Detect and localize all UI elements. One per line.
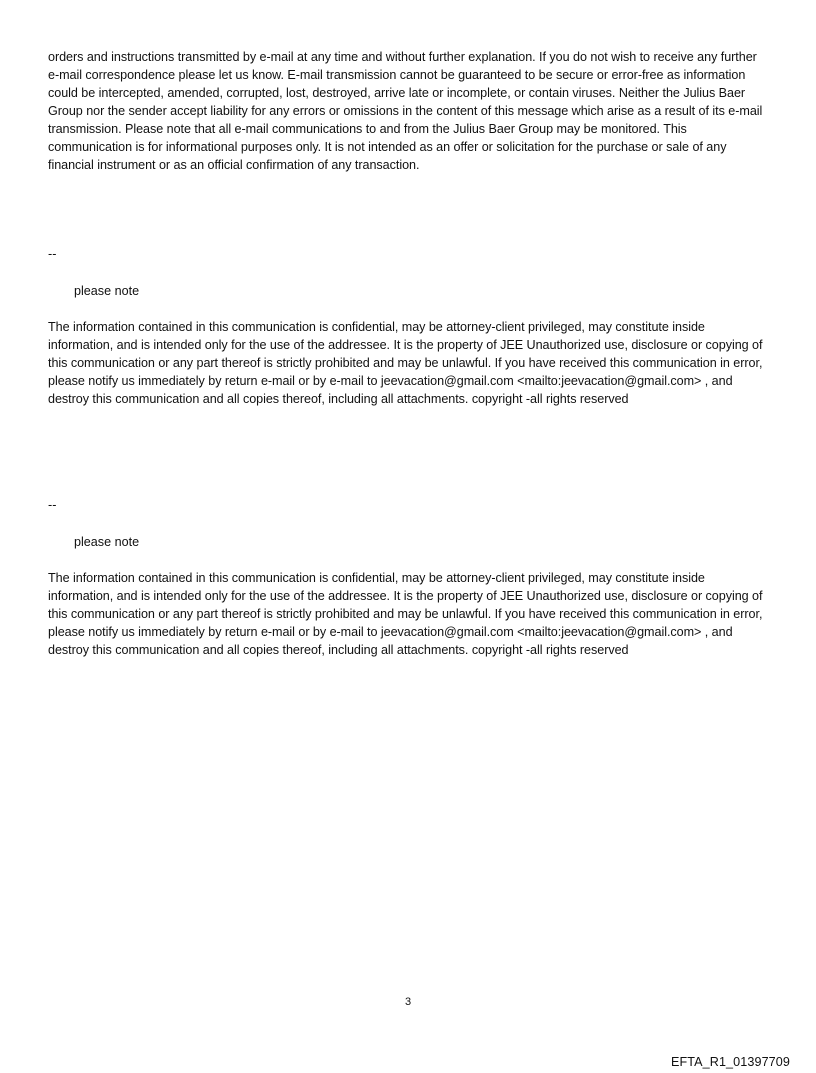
bates-number: EFTA_R1_01397709 — [671, 1055, 790, 1069]
confidentiality-paragraph: The information contained in this communication is confidential, may be attorney-client privileged, may constitute inside information, and is intended only for the use of the addressee. It is the property of JEE Unauthorized use, disclosure or copying of this communication or any part thereof is strictly prohibited and may be unlawful. If you have received this communication in error, please notify us immediately by return e-mail or by e-mail to jeevacation@gmail.com <mailto:jeevacation@gmail.com> , and destroy this communication and all copies thereof, including all attachments. copyright -all rights reserved — [48, 320, 763, 406]
note-heading: please note — [74, 535, 140, 549]
note-heading: please note — [74, 284, 140, 298]
disclaimer-paragraph: orders and instructions transmitted by e-mail at any time and without further explanation. If you do not wish to receive any further e-mail correspondence please let us know. E-mail transmission cannot be guaranteed to be secure or error-free as information could be intercepted, amended, corrupted, lost, destroyed, arrive late or incomplete, or contain viruses. Neither the Julius Baer Group nor the sender accept liability for any errors or omissions in the content of this message which arise as a result of its e-mail transmission. Please note that all e-mail communications to and from the Julius Baer Group may be monitored. This communication is for informational purposes only. It is not intended as an offer or solicitation for the purchase or sale of any financial instrument or as an official confirmation of any transaction. — [48, 50, 763, 172]
page-number: 3 — [404, 996, 412, 1008]
separator: -- — [48, 247, 57, 261]
confidentiality-paragraph: The information contained in this communication is confidential, may be attorney-client privileged, may constitute inside information, and is intended only for the use of the addressee. It is the property of JEE Unauthorized use, disclosure or copying of this communication or any part thereof is strictly prohibited and may be unlawful. If you have received this communication in error, please notify us immediately by return e-mail or by e-mail to jeevacation@gmail.com <mailto:jeevacation@gmail.com> , and destroy this communication and all copies thereof, including all attachments. copyright -all rights reserved — [48, 571, 763, 657]
separator: -- — [48, 498, 57, 512]
